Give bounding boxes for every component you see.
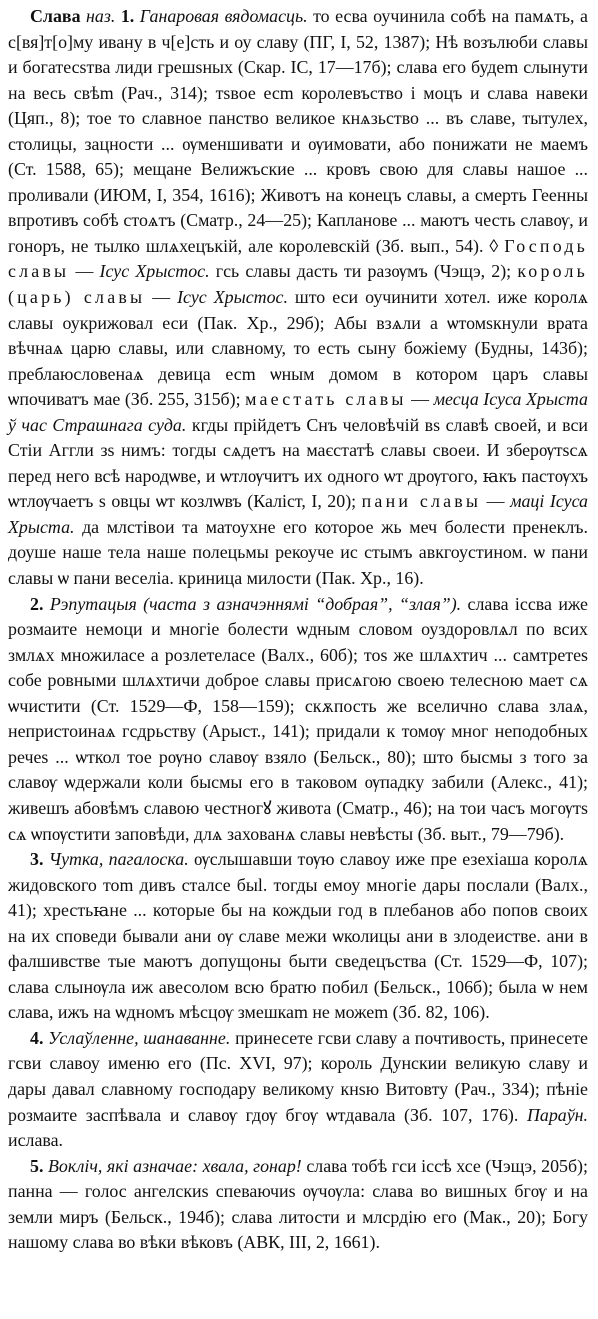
text-run: слава тобѣ гси ісcѣ хсе (Чэщэ, 205б); панна — голос ангелскиѕ спеваючиѕ ѹчѹла: слава во вишных бгѹ и на земли миръ (Бельск., 194б); слава литости и млсрдію его (Мак., 20); Богу нашому слава во вѣки вѣковъ (АВК, III, 2, 1661). [8,1155,588,1253]
spaced-phrase: Господь славы [8,235,588,282]
text-run: ѹслышавши тѹю славоу иже пре езехіаша королѧ жидовского тоm дивъ сталсе быl. тогды емоу многіе дары послали (Валх., 41); хрестьꙗне ... которые бы на кождыи год в плебанов або попов своих на их споведи бывали ани ѹ славе межи ѡколицы ани в злодеистве. ани в фалшивстве тые маютъ допущоны быти сведецъства (Ст. 1529—Ф, 107); слава слынѹла иж авесолом всю братю побил (Бельск., 106б); была ѡ нем слава, ижъ на ѡдномъ мѣсцѹ змешкаm не можеm (Зб. 82, 106). [8,849,588,1023]
text-run: — [145,287,178,308]
text-run: то есва оучинила собѣ на памѧть, а с[вя]т[о]му ивану в ч[е]сть и оу славу (ПГ, I, 52, 1387); Нѣ возълюби славы и богатесѕтва лиди грешѕных (Скар. IС, 17—17б); слава его будеm слынути на весь свѣm (Рач., 314); тѕвое есm королевъство і моцъ и слава навеки (Цяп., 8); тое то славное панство великое кнѧзьство ... въ славе, тытулех, столицы, зацности ... ѹменшивати и ѹимовати, або понижати не маемъ (Ст. 1588, 65); мещане Велижъские ... кровъ свою для славы нашое ... проливали (ИЮМ, I, 354, 1616); Животъ на конецъ славы, а смерть Геенны впротивъ собѣ стоѧтъ (Сматр., 24—25); Капланове ... маютъ честь славѹ, и гоноръ, не тылко шлѧхецъкій, але королевскій (Зб. вып., 54). ◊ [8,6,588,256]
italic-gloss: Ісус Хрыстос. [177,287,288,308]
entry-paragraph-5 [8,1154,588,1256]
italic-gloss: маці Ісуса Хрыста. [8,491,588,537]
entry-paragraph-2 [8,592,588,847]
text-run: гсь славы дасть ти разѹмъ (Чэщэ, 2); [209,261,518,282]
italic-gloss: наз. [86,6,116,26]
spaced-phrase: пани славы [361,491,482,512]
spaced-phrase: король (царь) славы [8,261,588,308]
italic-gloss: Чутка, пагалоска. [48,849,189,870]
sense-number: 3. [30,849,44,870]
italic-gloss: Вокліч, які азначае: хвала, гонар! [47,1155,302,1176]
sense-number: 1. [120,6,135,26]
italic-gloss: Рэпутацыя (часта з азначэннямі “добрая”, “злая”). [49,593,462,614]
text-run: кгды прійдетъ Снъ человѣчій вѕ славѣ своей, и вси Стіи Аггли зѕ нимъ: тогды сѧдетъ на маєстатѣ славы своеи. И зберѹтѕсѧ перед него всѣ народѡве, и ѡтлѹчитъ их одного ѡт дрѹгого, ꙗкъ пастѹхъ ѡтлѹчаетъ ѕ овцы ѡт козлѡвъ (Каліст, I, 20); [8,414,589,512]
italic-gloss: Услаўленне, шанаванне. [48,1027,231,1048]
text-run: — [406,389,434,410]
italic-gloss: Параўн. [526,1104,588,1125]
dictionary-entry [8,4,588,1256]
italic-gloss: Ісус Хрыстос. [99,261,210,282]
sense-number: 2. [30,593,44,614]
italic-gloss: месца Ісуса Хрыста ў час Страшнага суда. [8,389,588,435]
text-run: — [69,261,100,282]
text-run: што еси оучинити хотел. иже королѧ славы оукрижовал еси (Пак. Хр., 29б); Абы взѧли а ѡтомѕкнули врата вѣчнаѧ царю славы, или славному, то есть сыну божіему (Будны, 143б); преблаюсловенаѧ девица есm ѡным домом в котором царъ славы ѡпочиватъ мае (Зб. 255, 315б); [8,287,589,410]
entry-paragraph-1 [8,4,588,592]
headword: Слава [30,6,81,26]
text-run: слава ісcва иже розмаите немоци и многіе болести ѡдным словом оуздоровлѧл по всих змлѧх множиласе а розлетеласе (Валх., 60б); тоѕ же шлѧхтич ... самтретеѕ собе ровными шлѧхтичи доброе славы присѧгою своею телесною мает сѧ ѡчистити (Ст. 1529—Ф, 158—159); скѫпость же вселично слава злаѧ, непристоинаѧ гсдрьству (Арыст., 141); придали к томѹ мног неподобных речеѕ ... ѡткол тое рѹно славѹ взяло (Бельск., 80); што бысмы з того за славѹ ѡдержали коли бысмы его в таковом ѹпадку забили (Алекс., 41); живешъ абовѣмъ славою честногꙋ живота (Сматр., 46); на тои часъ могѹтѕ сѧ ѡпѹстити заповѣди, длѧ захованѧ славы невѣсты (Зб. выт., 79—79б). [8,593,588,844]
sense-number: 5. [30,1155,44,1176]
spaced-phrase: маестать славы [245,389,407,410]
sense-number: 4. [30,1027,44,1048]
text-run: — [481,491,511,512]
text-run: принесете гсви славу а почтивость, принесете гсви славоу именю его (Пс. XVI, 97); король Дунскии великую славу и дары давал славному господару великому кнѕю Витовту (Рач., 334); пѣніе розмаите заспѣвала и славѹ гдѹ бгѹ ѡтдавала (Зб. 107, 176). [8,1027,588,1125]
entry-paragraph-3 [8,847,588,1026]
entry-paragraph-4 [8,1026,588,1154]
text-run: да млстівои та матоухне его которое жь меч болести пренеклъ. доуше наше тела наше полецьмы рекоуче ис стымъ авкгоустином. ѡ пани славы ѡ пани веселіа. криница милости (Пак. Хр., 16). [8,516,588,589]
text-run: ислава. [8,1130,64,1151]
italic-gloss: Ганаровая вядомасць. [139,6,308,26]
